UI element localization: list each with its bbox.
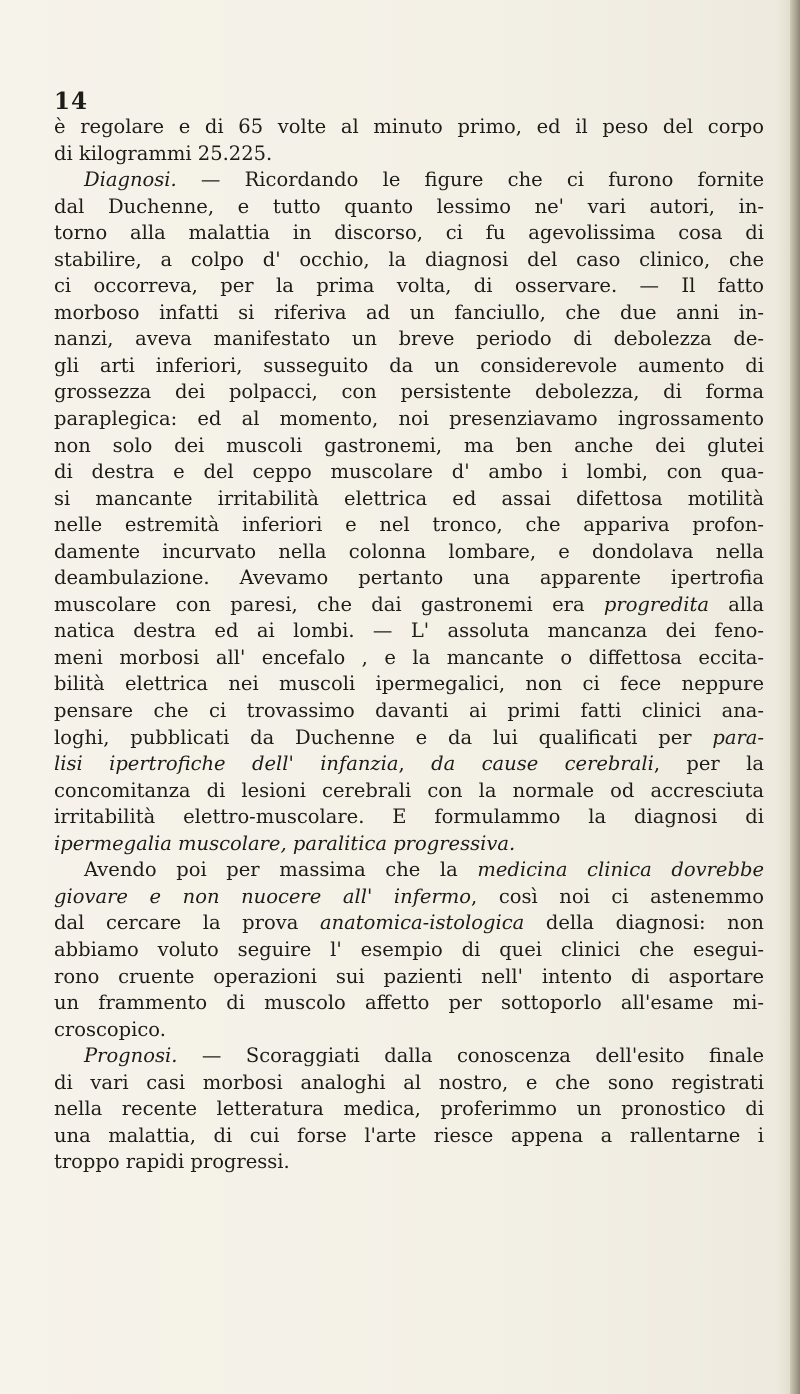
text-run: di destra e del ceppo muscolare d' ambo i lombi, con qua- [54,460,764,484]
text-run: damente incurvato nella colonna lombare, e dondolava nella [54,539,764,563]
text-line [54,725,764,752]
text-run: rono cruente operazioni sui pazienti nell' intento di asportare [54,964,764,988]
text-run: concomitanza di lesioni cerebrali con la normale od accresciuta [54,778,764,802]
text-line [54,1017,764,1044]
text-line [54,751,764,778]
italic-text: ipermegalia muscolare, paralitica progressiva. [54,831,516,855]
text-line [54,486,764,513]
italic-text: anatomica-istologica [319,911,525,935]
text-run: dal Duchenne, e tutto quanto lessimo ne' vari autori, in- [54,194,764,218]
text-run: — Scoraggiati dalla conoscenza dell'esito finale [177,1044,764,1068]
text-run: croscopico. [54,1017,166,1041]
text-line [54,1096,764,1123]
text-line [54,141,764,168]
text-run: , così noi ci astenemmo [471,884,764,908]
text-run: natica destra ed ai lombi. — L' assoluta mancanza dei feno- [54,619,764,643]
text-run: non solo dei muscoli gastronemi, ma ben anche dei glutei [54,433,764,457]
text-run: gli arti inferiori, susseguito da un considerevole aumento di [54,353,764,377]
text-line [54,459,764,486]
italic-text: giovare e non nuocere all' infermo [54,884,472,908]
text-line [54,114,764,141]
text-run: , [398,752,432,776]
text-line [54,220,764,247]
text-line [54,910,764,937]
text-run: abbiamo voluto seguire l' esempio di quei clinici che esegui- [54,937,764,961]
text-line [54,379,764,406]
text-run: pensare che ci trovassimo davanti ai primi fatti clinici ana- [54,699,764,723]
text-line [54,167,764,194]
text-line [54,618,764,645]
text-run: meni morbosi all' encefalo , e la mancante o diffettosa eccita- [54,645,764,669]
text-line [54,194,764,221]
text-line [54,1123,764,1150]
text-run: irritabilità elettro-muscolare. E formulammo la diagnosi di [54,805,764,829]
text-line [54,884,764,911]
text-line [54,804,764,831]
text-line [54,512,764,539]
text-run: dal cercare la prova [54,911,320,935]
italic-text: medicina clinica dovrebbe [477,858,764,882]
text-line [54,1043,764,1070]
text-run: un frammento di muscolo affetto per sottoporlo all'esame mi- [54,991,764,1015]
text-run: nella recente letteratura medica, proferimmo un pronostico di [54,1097,764,1121]
text-line [54,964,764,991]
italic-text: para- [712,725,764,749]
text-line [54,671,764,698]
text-line [54,698,764,725]
text-run: della diagnosi: non [524,911,764,935]
text-line [54,990,764,1017]
page-binding-edge [790,0,800,1394]
text-run: — Ricordando le figure che ci furono fornite [176,168,764,192]
text-line [54,353,764,380]
italic-text: progredita [603,592,709,616]
text-run: è regolare e di 65 volte al minuto primo, ed il peso del corpo [54,115,764,138]
body-text [54,114,764,1176]
text-line [54,831,764,858]
text-line [54,857,764,884]
italic-text: lisi ipertrofiche dell' infanzia [54,752,399,776]
text-line [54,406,764,433]
text-line [54,300,764,327]
text-line [54,247,764,274]
text-run: paraplegica: ed al momento, noi presenziavamo ingrossamento [54,407,764,431]
page-number: 14 [54,88,89,115]
italic-text: da cause cerebrali [431,752,654,776]
italic-text: Diagnosi. [84,168,177,192]
text-run: di vari casi morbosi analoghi al nostro, e che sono registrati [54,1070,764,1094]
text-run: una malattia, di cui forse l'arte riesce appena a rallentarne i [54,1123,764,1147]
text-run: di kilogrammi 25.225. [54,141,273,165]
text-run: deambulazione. Avevamo pertanto una apparente ipertrofia [54,566,764,590]
text-line [54,539,764,566]
text-line [54,778,764,805]
text-line [54,273,764,300]
text-line [54,433,764,460]
text-run: nelle estremità inferiori e nel tronco, che appariva profon- [54,513,764,537]
text-run: si mancante irritabilità elettrica ed assai difettosa motilità [54,486,764,510]
text-run: bilità elettrica nei muscoli ipermegalici, non ci fece neppure [54,672,764,696]
text-run: muscolare con paresi, che dai gastronemi era [54,592,604,616]
text-run: troppo rapidi progressi. [54,1150,290,1174]
text-run: Avendo poi per massima che la [84,858,478,882]
text-line [54,1070,764,1097]
text-run: nanzi, aveva manifestato un breve periodo di debolezza de- [54,327,764,351]
text-run: loghi, pubblicati da Duchenne e da lui qualificati per [54,725,713,749]
text-line [54,937,764,964]
text-run: , per la [653,752,764,776]
text-run: stabilire, a colpo d' occhio, la diagnosi del caso clinico, che [54,247,764,271]
text-run: ci occorreva, per la prima volta, di osservare. — Il fatto [54,274,764,298]
text-run: grossezza dei polpacci, con persistente debolezza, di forma [54,380,764,404]
text-line [54,326,764,353]
text-run: torno alla malattia in discorso, ci fu agevolissima cosa di [54,221,764,245]
text-line [54,592,764,619]
text-line [54,1149,764,1176]
italic-text: Prognosi. [84,1044,178,1068]
text-line [54,565,764,592]
text-run: morboso infatti si riferiva ad un fanciullo, che due anni in- [54,300,764,324]
text-line [54,645,764,672]
text-run: alla [708,592,764,616]
